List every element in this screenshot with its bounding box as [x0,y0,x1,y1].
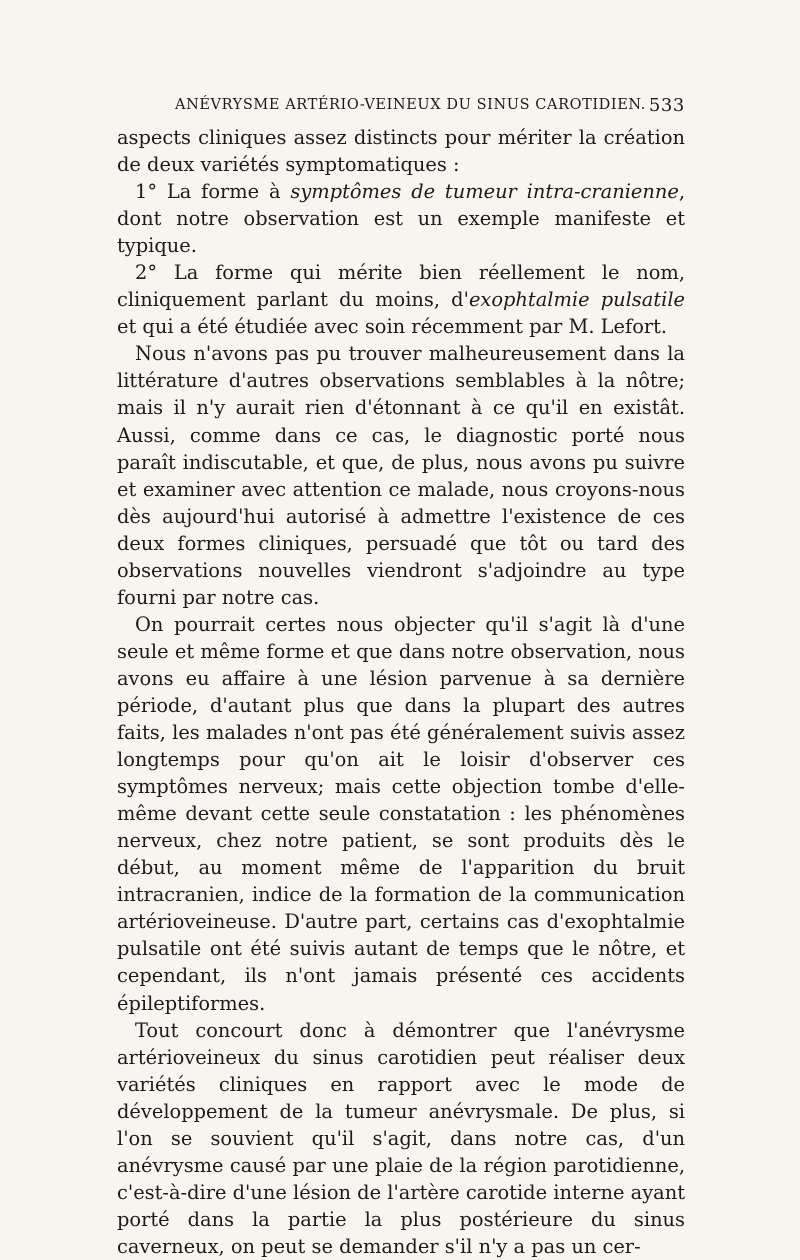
paragraph-objection: On pourrait certes nous objecter qu'il s'agit là d'une seule et même forme et que dans notre observation, nous avons eu affaire à une lésion parvenue à sa dernière période, d'autant plus que dans la plupart des autres faits, les malades n'ont pas été généralement suivis assez longtemps pour qu'on ait le loisir d'observer ces symptômes nerveux; mais cette objection tombe d'elle-même devant cette seule constatation : les phénomènes nerveux, chez notre patient, se sont produits dès le début, au moment même de l'apparition du bruit intracranien, indice de la formation de la communication artérioveineuse. D'autre part, certains cas d'exophtalmie pulsatile ont été suivis autant de temps que le nôtre, et cependant, ils n'ont jamais présenté ces accidents épileptiformes. [117,612,685,1015]
page-header [117,92,685,118]
paragraph-conclusion: Tout concourt donc à démontrer que l'anévrysme artérioveineux du sinus carotidien peut réaliser deux variétés cliniques en rapport avec le mode de développement de la tumeur anévrysmale. De plus, si l'on se souvient qu'il s'agit, dans notre cas, d'un anévrysme causé par une plaie de la région parotidienne, c'est-à-dire d'une lésion de l'artère carotide interne ayant porté dans la partie la plus postérieure du sinus caverneux, on peut se demander s'il n'y a pas un cer- [117,1018,685,1258]
paragraph-form-1 [117,178,685,259]
paragraph-form-1-lead: 1° La forme à [135,180,291,204]
body-text [117,124,685,1260]
paragraph-form-1-emphasis: symptômes de tumeur intra-cranienne [290,180,679,204]
paragraph-form-2-lead: 2° La forme qui mérite bien réellement le nom, cliniquement parlant du moins, d' [117,261,685,312]
paragraph-form-2 [117,259,685,340]
paragraph-form-2-emphasis: exophtalmie pulsatile [468,288,685,312]
paragraph-form-2-tail: et qui a été étudiée avec soin récemment par M. Lefort. [117,315,668,339]
running-head: ANÉVRYSME ARTÉRIO-VEINEUX DU SINUS CAROTIDIEN. [175,97,646,113]
paragraph-literature: Nous n'avons pas pu trouver malheureusement dans la littérature d'autres observations semblables à la nôtre; mais il n'y aurait rien d'étonnant à ce qu'il en existât. Aussi, comme dans ce cas, le diagnostic porté nous paraît indiscutable, et que, de plus, nous avons pu suivre et examiner avec attention ce malade, nous croyons-nous dès aujourd'hui autorisé à admettre l'existence de ces deux formes cliniques, persuadé que tôt ou tard des observations nouvelles viendront s'adjoindre au type fourni par notre cas. [117,342,685,609]
paragraph-form-1-tail: , dont notre observation est un exemple manifeste et typique. [117,180,686,258]
paragraph-continuation: aspects cliniques assez distincts pour mériter la création de deux variétés symptomatiques : [117,126,685,177]
page-number: 533 [648,95,685,116]
